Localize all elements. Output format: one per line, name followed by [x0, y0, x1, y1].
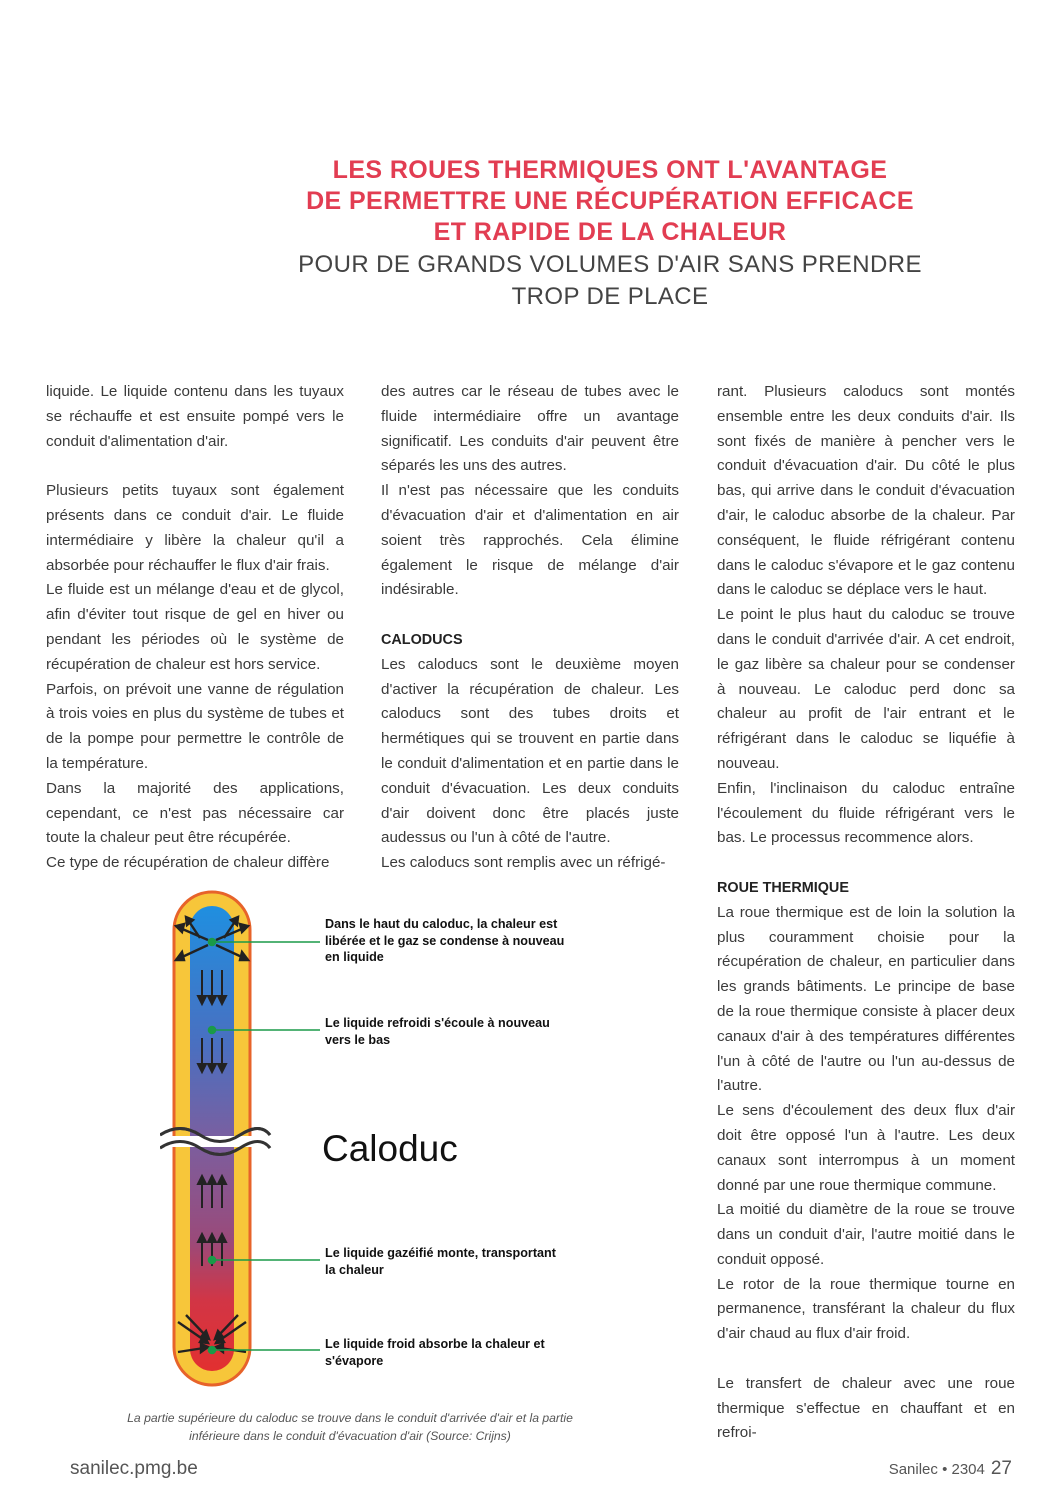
paragraph: Parfois, on prévoit une vanne de régulation à trois voies en plus du système de tubes et de la pompe pour permettre le contrôle de la température. — [46, 680, 344, 772]
paragraph: Plusieurs petits tuyaux sont également présents dans ce conduit d'air. Le fluide intermédiaire y libère la chaleur qu'il a absorbée pour réchauffer le flux d'air frais. — [46, 482, 344, 574]
footer-website: sanilec.pmg.be — [70, 1458, 198, 1479]
paragraph: La moitié du diamètre de la roue se trouve dans un conduit d'air, l'autre moitié dans le conduit opposé. — [717, 1201, 1015, 1268]
heat-pipe-diagram — [160, 890, 580, 1390]
pull-quote-line: DE PERMETTRE UNE RÉCUPÉRATION EFFICACE — [306, 187, 914, 215]
paragraph: Le transfert de chaleur avec une roue thermique s'effectue en chauffant et en refroi- — [717, 1374, 1015, 1442]
pull-quote-subline: POUR DE GRANDS VOLUMES D'AIR SANS PRENDRE — [298, 251, 922, 278]
section-heading: ROUE THERMIQUE — [717, 879, 849, 896]
pull-quote-subline: TROP DE PLACE — [511, 283, 709, 310]
pull-quote-line: ET RAPIDE DE LA CHALEUR — [433, 218, 787, 246]
annotation-top: Dans le haut du caloduc, la chaleur est libérée et le gaz se condense à nouveau en liquide — [325, 917, 565, 964]
paragraph: des autres car le réseau de tubes avec le fluide intermédiaire offre un avantage significatif. Les conduits d'air peuvent être séparés les uns des autres. — [381, 383, 679, 475]
paragraph: Le rotor de la roue thermique tourne en permanence, transférant la chaleur du flux d'air chaud au flux d'air froid. — [717, 1275, 1015, 1343]
paragraph: Les caloducs sont le deuxième moyen d'activer la récupération de chaleur. Les caloducs sont des tubes droits et hermétiques qui se trouvent en partie dans le conduit d'alimentation et en partie dans le conduit d'évacuation. Les deux conduits d'air doivent donc être placés juste audessus ou l'un à côté de l'autre. — [381, 655, 679, 847]
paragraph: La roue thermique est de loin la solution la plus couramment choisie pour la récupération de chaleur, en particulier dans les grands bâtiments. Le principe de base de la roue thermique consiste à placer deux canaux d'air à des températures différentes l'un à côté de l'autre ou l'un au-dessus de l'autre. — [717, 903, 1015, 1095]
issue-label: Sanilec • 2304 — [888, 1461, 985, 1478]
annotation-cooled: Le liquide refroidi s'écoule à nouveau vers le bas — [325, 1016, 550, 1047]
diagram-title: Caloduc — [322, 1128, 458, 1169]
section-heading: CALODUCS — [381, 631, 463, 648]
paragraph: Les caloducs sont remplis avec un réfrigé- — [381, 854, 666, 872]
figure-caption: La partie supérieure du caloduc se trouve dans le conduit d'arrivée d'air et la partie inférieure dans le conduit d'évacuation d'air (Source: Crijns) — [127, 1411, 573, 1443]
paragraph: Le fluide est un mélange d'eau et de glycol, afin d'éviter tout risque de gel en hiver ou pendant les périodes où le système de récupération de chaleur est hors service. — [46, 581, 344, 673]
paragraph: Le sens d'écoulement des deux flux d'air doit être opposé l'un à l'autre. Les deux canaux sont interrompus à un moment donné par une roue thermique commune. — [717, 1102, 1015, 1194]
pull-quote-line: LES ROUES THERMIQUES ONT L'AVANTAGE — [332, 156, 888, 184]
paragraph: Dans la majorité des applications, cependant, ce n'est pas nécessaire car toute la chaleur peut être récupérée. — [46, 779, 344, 847]
annotation-gasified: Le liquide gazéifié monte, transportant la chaleur — [325, 1246, 556, 1277]
paragraph: Le point le plus haut du caloduc se trouve dans le conduit d'arrivée d'air. A cet endroit, le gaz libère sa chaleur pour se condenser à nouveau. Le caloduc perd donc sa chaleur au profit de l'air entrant et le réfrigérant dans le caloduc se liquéfie à nouveau. — [717, 606, 1015, 772]
paragraph: Il n'est pas nécessaire que les conduits d'évacuation d'air et d'alimentation en air soient très rapprochés. Cela élimine également le risque de mélange d'air indésirable. — [381, 482, 679, 599]
footer-issue — [889, 1458, 1012, 1480]
pull-quote — [150, 155, 1058, 312]
paragraph: Ce type de récupération de chaleur diffère — [46, 854, 330, 872]
article-column-2 — [381, 380, 679, 876]
article-column-1 — [46, 380, 344, 876]
paragraph: liquide. Le liquide contenu dans les tuyaux se réchauffe et est ensuite pompé vers le conduit d'alimentation d'air. — [46, 383, 344, 450]
page-number: 27 — [990, 1458, 1012, 1479]
paragraph: Enfin, l'inclinaison du caloduc entraîne l'écoulement du fluide réfrigérant vers le bas. Le processus recommence alors. — [717, 779, 1015, 847]
article-column-3 — [717, 380, 1015, 1446]
paragraph: rant. Plusieurs caloducs sont montés ensemble entre les deux conduits d'air. Ils sont fixés de manière à pencher vers le conduit d'évacuation d'air. Du côté le plus bas, qui arrive dans le conduit d'évacuation d'air, le caloduc absorbe de la chaleur. Par conséquent, le fluide réfrigérant contenu dans le caloduc s'évapore et le gaz contenu dans le caloduc se déplace vers le haut. — [717, 383, 1015, 599]
annotation-cold: Le liquide froid absorbe la chaleur et s'évapore — [325, 1337, 545, 1368]
